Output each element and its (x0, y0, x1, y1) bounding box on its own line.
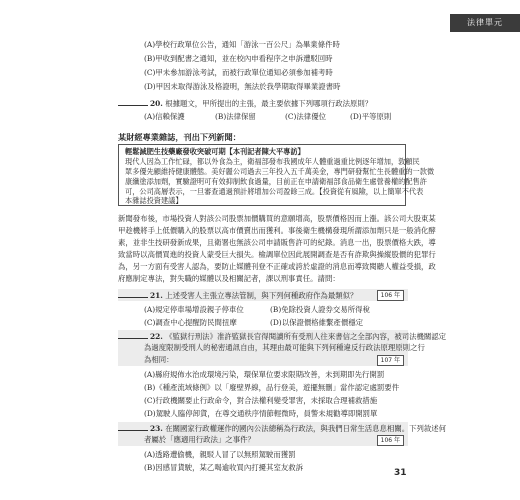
question-stem-line: 為過度限制受刑人的秘密通訊自由，其理由最可能與下列何種違反行政法原理原則之行 (144, 343, 425, 352)
question-stem-line: 在關國家行政權運作的國內公法總稱為行政法，與我們日常生活息息相關。下列敘述何 (165, 424, 447, 433)
option-b: (B)免除投資人證券交易所得稅 (270, 305, 370, 314)
option-d: (D)平等原則 (350, 112, 392, 121)
year-badge: 106 年 (377, 290, 404, 301)
question-stem-line: 《監獄行刑法》准許監獄長官得閱讀所有受刑人往來書信之全部內容，被司法機關認定 (165, 332, 447, 341)
question-stem-line: 為相同： (144, 355, 174, 364)
option-c: (C)法律優位 (285, 112, 326, 121)
option-c: (C)行政機關要止行政命令，對合法權利變受罪害，未採取合理補救措施 (144, 396, 378, 405)
answer-blank (118, 98, 148, 106)
news-box (118, 144, 435, 206)
question-21-stem-bar (118, 289, 408, 301)
option-b: (B)《種產流域條例》以「廢壁界線，品行登美，遊擺無刪」當作認定處罰要件 (144, 383, 400, 392)
option-a: (A)透路遭偷機，親駁人冒了以無照駕駛而獲罰 (144, 450, 296, 459)
chapter-tab: 法律單元 (450, 14, 520, 32)
section-heading: 某財經專業雜誌，刊出下列新聞： (118, 132, 241, 142)
option-b: (B)法律保留 (215, 112, 256, 121)
news-line: 本雜誌投資建議】 (125, 196, 183, 205)
question-number: 22. (150, 332, 163, 341)
year-badge: 106 年 (377, 435, 404, 446)
option-d: (D)駕駛人臨停卸貨，在尊交通秩序情節輕微時，員警未規勸導即開罰單 (144, 409, 378, 418)
option-a: (A)信賴保護 (144, 112, 185, 121)
passage-line: 府應制定專法，對失職的媒體以及相關記者，課以刑事責任。請問： (118, 274, 340, 283)
year-badge: 107 年 (377, 355, 404, 366)
question-23-stem-bar (118, 422, 447, 446)
passage-line: 新聞發布後，市場投資人對該公司股票加價購買的意願增高，股票價格因而上漲。該公司大股東某 (118, 214, 436, 223)
option-a: (A)學校行政單位公告，通知「游泳一百公尺」為畢業條件時 (144, 40, 340, 49)
option-d: (D)甲因未取得游泳及格證明，無法於我學期取得畢業證書時 (144, 82, 341, 91)
option-c: (C)甲未參加游泳考試，而被行政單位通知必須參加補考時 (144, 68, 333, 77)
question-stem: 上述受害人主張立專法管制，與下列何種政府作為最類似？ (165, 291, 358, 300)
passage-line: 為，另一方面有受害人認為，要防止媒體刊登不正確或誇於虛證的消息而導致閱聽人權益受損，政 (118, 262, 436, 271)
option-c: (C)調查中心提醒防民間扭摩 (144, 318, 237, 327)
news-line: 眾多優先顧維持健康體態。美好麗公司過去三年投入五千萬美金，專門研發幫忙生長體重的一款微 (125, 167, 435, 176)
news-line: 現代人因為工作忙碌，都以外食為主，衛福部發布我國成年人體重過重比例逐年增加，敦顧民 (125, 157, 420, 166)
question-number: 20. (150, 99, 163, 108)
news-line: 可，公司高層表示，一旦審查通過預計將增加公司盈餘三成。【投資從有風險，以上簡單不代表 (125, 187, 424, 196)
question-stem: 根據題文，甲所提出的主張，最主要依據下列哪項行政法原則？ (165, 99, 373, 108)
question-number: 23. (150, 424, 163, 433)
answer-blank (118, 290, 148, 298)
news-headline: 輕鬆減肥生技藥廠發收突破可期【本刊記者陳大平專訪】 (125, 147, 305, 156)
passage-line: 甲趁機將手上低價購入的股票以高市價賣出而獲利。事後衛生機構發現所謂添加劑只是一般消化酵 (118, 226, 436, 235)
passage-line: 素，並非生技研發新成果，且衛署也無該公司申請販售許可的紀錄。消息一出，股票價格大跌，導 (118, 238, 436, 247)
news-line: 康纖塗添加劑，實驗證明可有效抑制飲食過量，目前正在申請衛福部食品衛生處營養權的配售許 (125, 177, 427, 186)
answer-blank (118, 423, 148, 431)
question-stem-line: 者屬於「應適用行政法」之事件？ (144, 435, 255, 444)
question-22-stem-bar (118, 330, 447, 366)
answer-blank (118, 331, 148, 339)
option-a: (A)縣府規佈水治成環境污染，環保單位要求限期改善，未到期即先行開罰 (144, 370, 385, 379)
option-d: (D)以保證價格維繫產價穩定 (270, 318, 363, 327)
option-b: (B)甲收到配書之通知，並在校內申看程序之申訴遭駁回時 (144, 54, 333, 63)
page-number: 31 (394, 468, 407, 478)
option-a: (A)規定停車場增設親子停車位 (144, 305, 244, 314)
passage-line: 致當時以高價買進的投資人蒙受巨大損失。檢調單位因此展開調查是否有詐欺與操縱股價的犯罪行 (118, 250, 436, 259)
option-b: (B)因感冒貨駛，某乙喝逾收買內打擾其室友救訴 (144, 463, 304, 472)
question-number: 21. (150, 291, 163, 300)
